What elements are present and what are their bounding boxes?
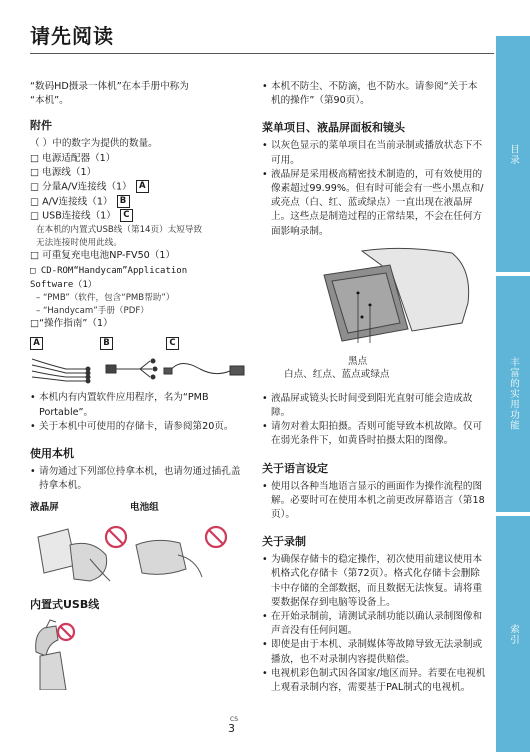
title-rule	[30, 53, 494, 54]
intro-line-2: “本机”。	[30, 95, 69, 107]
page-number: 3	[228, 722, 235, 735]
tag-a: A	[136, 180, 149, 193]
accessory-item: □ USB连接线（1） C	[30, 209, 250, 224]
figure-label-colored: 白点、红点、蓝点或绿点	[284, 368, 390, 380]
label-battery: 电池组	[130, 502, 159, 514]
intro-line-1: “数码HD摄录一体机”在本手册中称为	[30, 81, 189, 92]
usage-bullet: • 请勿通过下列部位持拿本机，也请勿通过插孔盖持拿本机。	[30, 465, 250, 493]
usage-heading: 使用本机	[30, 446, 74, 460]
accessories-desc: （ ）中的数字为提供的数量。	[30, 138, 158, 150]
recording-bullet: • 电视机彩色制式因各国家/地区而异。若要在电视机上观看录制内容，需要基于PAL制式的电视机。	[262, 667, 486, 695]
accessory-item: □ 分量A/V连接线（1） A	[30, 180, 250, 195]
tab-contents[interactable]: 目录	[496, 36, 530, 272]
holding-illustrations	[30, 515, 250, 591]
guide-item: □“操作指南”（1）	[30, 318, 113, 330]
menu-bullet: • 以灰色显示的菜单项目在当前录制或播放状态下不可用。	[262, 139, 486, 167]
page-language-code: CS	[230, 716, 238, 723]
cdrom-line-1: □ CD-ROM“Handycam”Application	[30, 265, 188, 276]
tab-index[interactable]: 索引	[496, 516, 530, 752]
accessory-item: □ A/V连接线（1） B	[30, 195, 250, 210]
figure-label-black: 黑点	[348, 355, 368, 367]
menu-heading: 菜单项目、液晶屏面板和镜头	[262, 121, 405, 135]
menu-more-bullet: • 请勿对着太阳拍摄。否则可能导致本机故障。仅可在弱光条件下，如黄昏时拍摄太阳的图像。	[262, 420, 486, 448]
language-bullets	[262, 480, 486, 523]
recording-bullet: • 即使是由于本机、录制媒体等故障导致无法录制或播放，也不对录制内容提供赔偿。	[262, 638, 486, 666]
cables-illustration	[30, 351, 250, 391]
top-bullets	[262, 80, 486, 108]
usage-labels	[30, 501, 250, 515]
menu-bullets	[262, 139, 486, 238]
recording-heading: 关于录制	[262, 535, 306, 549]
lcd-dots-figure	[262, 243, 486, 355]
page-title: 请先阅读	[30, 24, 114, 48]
accessory-item: □ 电源线（1）	[30, 166, 97, 178]
prohibited-icon	[106, 527, 126, 547]
accessory-note: • 关于本机中可使用的存储卡，请参阅第20页。	[30, 420, 250, 434]
accessory-notes	[30, 391, 250, 434]
right-column	[262, 80, 486, 695]
usb-note-line-2: 无法连接时使用此线。	[36, 237, 122, 248]
recording-bullet: • 为确保存储卡的稳定操作，初次使用前建议使用本机格式化存储卡（第72页）。格式化存储卡会删除卡中存储的全部数据，而且数据无法恢复。请将重要数据保存到电脑等设备上。	[262, 553, 486, 610]
accessory-note: • 本机内有内置软件应用程序，名为“PMB Portable”。	[30, 391, 250, 419]
cable-label-c: C	[166, 337, 179, 350]
language-heading: 关于语言设定	[262, 461, 328, 475]
tag-c: C	[120, 209, 133, 222]
battery-item: □ 可重复充电电池NP-FV50（1）	[30, 250, 176, 262]
cable-label-a: A	[30, 337, 43, 350]
accessories-heading: 附件	[30, 119, 52, 133]
usage-bullets	[30, 465, 250, 493]
tab-useful-functions[interactable]: 丰富的实用功能	[496, 276, 530, 512]
label-usb: 内置式USB线	[30, 598, 100, 612]
cdrom-sub-2: – “Handycam”手册（PDF）	[36, 305, 149, 316]
left-column	[30, 80, 250, 690]
cdrom-line-2: Software（1）	[30, 279, 97, 290]
label-lcd: 液晶屏	[30, 502, 59, 514]
prohibited-icon	[58, 624, 74, 640]
recording-bullet: • 在开始录制前，请测试录制功能以确认录制图像和声音没有任何问题。	[262, 610, 486, 638]
menu-bullet: • 液晶屏是采用极高精密技术制造的，可有效使用的像素超过99.99%。但有时可能会有一些小黑点和/或亮点（白、红、蓝或绿点）一直出现在液晶屏上。这些点是制造过程的正常结果，不会在任何方面影响录制。	[262, 168, 486, 239]
tag-b: B	[117, 195, 130, 208]
usb-note-line-1: 在本机的内置式USB线（第14页）太短导致	[36, 225, 203, 236]
cable-label-b: B	[100, 337, 113, 350]
usb-illustration	[30, 616, 250, 690]
recording-bullets	[262, 553, 486, 695]
language-bullet: • 使用以各种当地语言显示的画面作为操作流程的图解。必要时可在使用本机之前更改屏幕语言（第18页）。	[262, 480, 486, 523]
cable-labels	[30, 337, 250, 351]
prohibited-icon	[206, 527, 226, 547]
top-bullet: • 本机不防尘、不防滴，也不防水。请参阅“关于本机的操作”（第90页）。	[262, 80, 486, 108]
menu-more-bullets	[262, 392, 486, 449]
cdrom-sub-1: – “PMB”（软件，包含“PMB帮助”）	[36, 292, 175, 303]
menu-more-bullet: • 液晶屏或镜头长时间受到阳光直射可能会造成故障。	[262, 392, 486, 420]
accessory-item: □ 电源适配器（1）	[30, 152, 116, 164]
